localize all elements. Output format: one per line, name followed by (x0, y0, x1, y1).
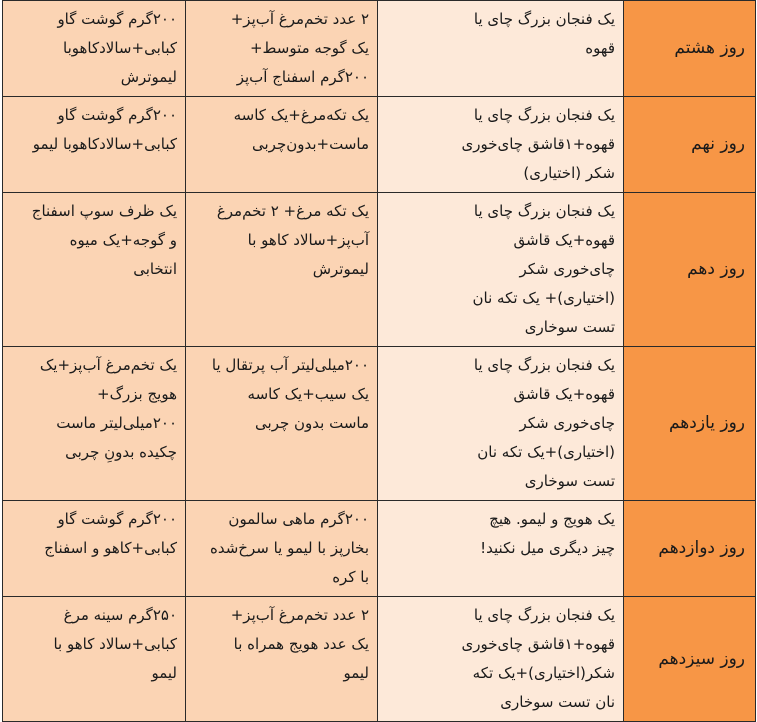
table-row (3, 97, 756, 193)
lunch-cell: ۲۰۰گرم گوشت گاو کبابی+سالادکاهوبا لیموترش (3, 1, 186, 97)
snack-cell: ۲ عدد تخم‌مرغ آب‌پز+ یک گوجه متوسط+ ۲۰۰گرم اسفناج آب‌پز (186, 1, 378, 97)
breakfast-cell: یک فنجان بزرگ چای یا قهوه+۱قاشق چای‌خوری شکر(اختیاری)+یک تکه نان تست سوخاری (378, 597, 624, 722)
day-label: روز دهم (624, 193, 756, 347)
diet-plan-table (2, 0, 756, 722)
breakfast-cell: یک فنجان بزرگ چای یا قهوه+یک قاشق چای‌خوری شکر (اختیاری)+ یک تکه نان تست سوخاری (378, 193, 624, 347)
lunch-cell: یک تخم‌مرغ آب‌پز+یک هویج بزرگ+ ۲۰۰میلی‌لیتر ماست چکیده بدونِ چربی (3, 347, 186, 501)
table-row (3, 501, 756, 597)
day-label: روز نهم (624, 97, 756, 193)
breakfast-cell: یک فنجان بزرگ چای یا قهوه+۱قاشق چای‌خوری شکر (اختیاری) (378, 97, 624, 193)
table-row (3, 1, 756, 97)
lunch-cell: ۲۰۰گرم گوشت گاو کبابی+سالادکاهوبا لیمو (3, 97, 186, 193)
lunch-cell: ۲۰۰گرم گوشت گاو کبابی+کاهو و اسفناج (3, 501, 186, 597)
table-row (3, 347, 756, 501)
lunch-cell: یک ظرف سوپ اسفناج و گوجه+یک میوه انتخابی (3, 193, 186, 347)
breakfast-cell: یک فنجان بزرگ چای یا قهوه (378, 1, 624, 97)
lunch-cell: ۲۵۰گرم سینه مرغ کبابی+سالاد کاهو با لیمو (3, 597, 186, 722)
snack-cell: ۲۰۰میلی‌لیتر آب پرتقال یا یک سیب+یک کاسه ماست بدون چربی (186, 347, 378, 501)
snack-cell: ۲ عدد تخم‌مرغ آب‌پز+ یک عدد هویج همراه با لیمو (186, 597, 378, 722)
day-label: روز سیزدهم (624, 597, 756, 722)
table-row (3, 597, 756, 722)
day-label: روز دوازدهم (624, 501, 756, 597)
breakfast-cell: یک فنجان بزرگ چای یا قهوه+یک قاشق چای‌خوری شکر (اختیاری)+یک تکه نان تست سوخاری (378, 347, 624, 501)
snack-cell: یک تکه‌مرغ+یک کاسه ماست+بدون‌چربی (186, 97, 378, 193)
breakfast-cell: یک هویج و لیمو. هیچ چیز دیگری میل نکنید! (378, 501, 624, 597)
table-row (3, 193, 756, 347)
day-label: روز هشتم (624, 1, 756, 97)
snack-cell: یک تکه مرغ+ ۲ تخم‌مرغ آب‌پز+سالاد کاهو با لیموترش (186, 193, 378, 347)
snack-cell: ۲۰۰گرم ماهی سالمون بخارپز با لیمو یا سرخ‌شده با کره (186, 501, 378, 597)
day-label: روز یازدهم (624, 347, 756, 501)
